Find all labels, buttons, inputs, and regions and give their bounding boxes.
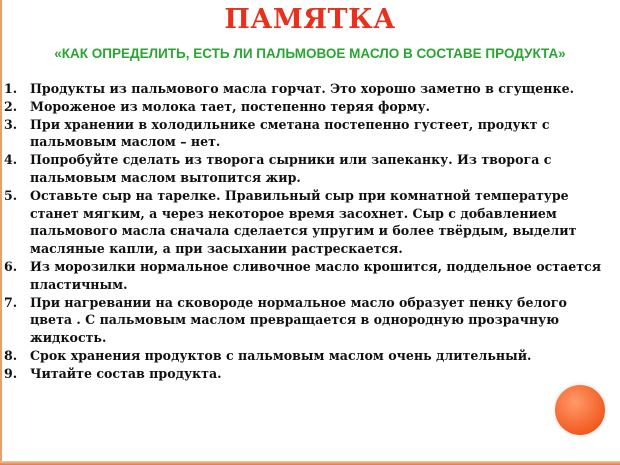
item-text: Попробуйте сделать из творога сырники или запеканку. Из творога с пальмовым маслом вытопится жир. — [30, 152, 552, 185]
list-item — [4, 187, 606, 258]
list-item — [4, 347, 606, 365]
tips-list — [4, 80, 606, 383]
item-number: 2. — [4, 98, 18, 114]
decorative-circle — [555, 385, 605, 435]
item-number: 1. — [4, 81, 18, 96]
list-item — [4, 365, 606, 383]
item-text: Читайте состав продукта. — [30, 365, 222, 381]
left-edge-decoration — [0, 0, 2, 465]
item-text: Срок хранения продуктов с пальмовым маслом очень длительный. — [30, 347, 532, 363]
item-text: Оставьте сыр на тарелке. Правильный сыр при комнатной температуре станет мягким, а через некоторое время засохнет. Сыр с добавлением пальмового масла сначала сделается упругим и более твёрдым, выделит масляные капли, а при засыхании растрескается. — [30, 187, 577, 257]
item-number: 7. — [4, 294, 18, 310]
list-item — [4, 258, 606, 294]
bottom-edge-decoration — [0, 461, 620, 465]
list-item — [4, 151, 606, 187]
item-number: 5. — [4, 187, 18, 203]
item-number: 4. — [4, 152, 18, 168]
item-number: 9. — [4, 365, 18, 381]
item-text: Продукты из пальмового масла горчат. Это хорошо заметно в сгущенке. — [30, 81, 575, 96]
item-text: При нагревании на сковороде нормальное масло образует пенку белого цвета . С пальмовым маслом превращается в однородную прозрачную жидкость. — [30, 294, 567, 346]
list-item — [4, 116, 606, 152]
item-number: 8. — [4, 347, 18, 363]
page-title: ПАМЯТКА — [224, 4, 396, 35]
list-item — [4, 98, 606, 116]
item-number: 3. — [4, 116, 18, 132]
page-subtitle: «КАК ОПРЕДЕЛИТЬ, ЕСТЬ ЛИ ПАЛЬМОВОЕ МАСЛО В СОСТАВЕ ПРОДУКТА» — [54, 46, 566, 61]
item-number: 6. — [4, 258, 18, 274]
list-item — [4, 294, 606, 347]
item-text: Из морозилки нормальное сливочное масло крошится, поддельное остается пластичным. — [30, 258, 602, 292]
item-text: При хранении в холодильнике сметана постепенно густеет, продукт с пальмовым маслом – нет. — [30, 116, 550, 150]
item-text: Мороженое из молока тает, постепенно теряя форму. — [30, 98, 430, 114]
list-item — [4, 80, 606, 98]
